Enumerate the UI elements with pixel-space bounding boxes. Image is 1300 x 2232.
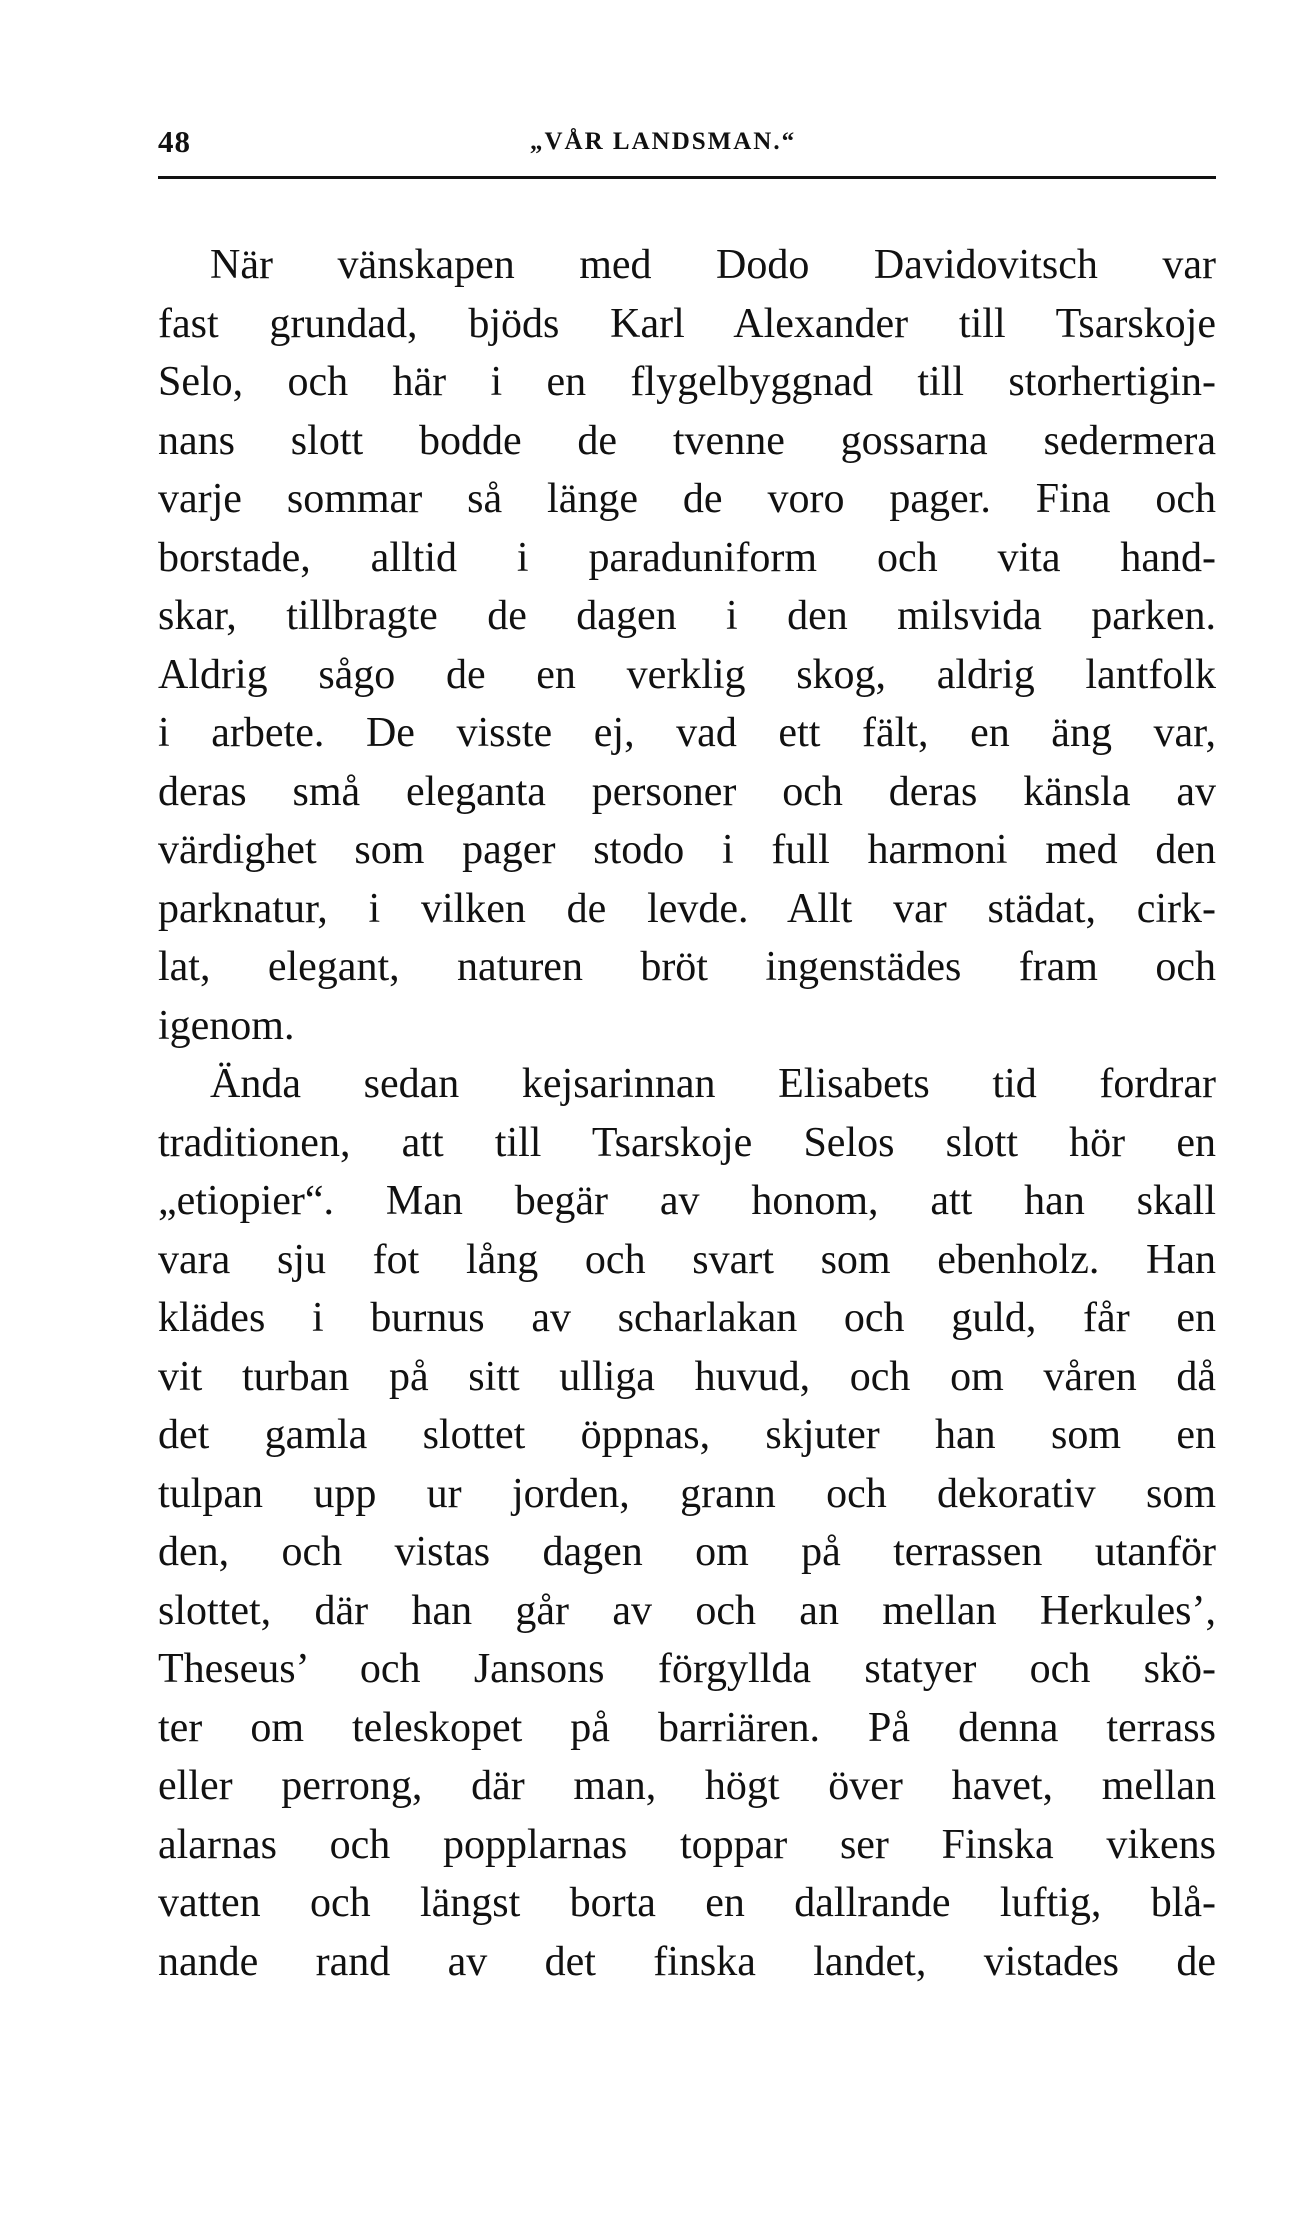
text-line: eller perrong, där man, högt över havet, mellan <box>158 1763 1216 1809</box>
text-line: vatten och längst borta en dallrande luftig, blå- <box>158 1880 1216 1926</box>
text-line: värdighet som pager stodo i full harmoni med den <box>158 827 1216 873</box>
text-line: borstade, alltid i paraduniform och vita hand- <box>158 534 1216 581</box>
text-line: deras små eleganta personer och deras känsla av <box>158 768 1216 815</box>
text-line: igenom. <box>158 1002 295 1049</box>
text-line: Selo, och här i en flygelbyggnad till storhertigin- <box>158 359 1216 405</box>
text-line: det gamla slottet öppnas, skjuter han som en <box>158 1412 1216 1458</box>
running-title: „VÅR LANDSMAN.“ <box>530 128 797 155</box>
text-line: klädes i burnus av scharlakan och guld, får en <box>158 1295 1216 1341</box>
text-line: lat, elegant, naturen bröt ingenstädes fram och <box>158 944 1216 990</box>
text-line: parknatur, i vilken de levde. Allt var städat, cirk- <box>158 885 1216 932</box>
text-line: traditionen, att till Tsarskoje Selos slott hör en <box>158 1119 1216 1166</box>
text-line: När vänskapen med Dodo Davidovitsch var <box>210 242 1216 288</box>
text-line: i arbete. De visste ej, vad ett fält, en äng var, <box>158 710 1216 756</box>
text-line: vara sju fot lång och svart som ebenholz. Han <box>158 1236 1216 1283</box>
body-text <box>158 236 1216 1991</box>
text-line: „etiopier“. Man begär av honom, att han skall <box>158 1178 1216 1224</box>
text-line: Theseus’ och Jansons förgyllda statyer och skö- <box>158 1646 1216 1692</box>
text-line: alarnas och popplarnas toppar ser Finska vikens <box>158 1821 1216 1868</box>
text-line: varje sommar så länge de voro pager. Fina och <box>158 476 1216 522</box>
text-line: vit turban på sitt ulliga huvud, och om våren då <box>158 1353 1216 1400</box>
page-number: 48 <box>158 124 191 159</box>
text-line: nande rand av det finska landet, vistades de <box>158 1938 1216 1985</box>
header-divider <box>158 176 1216 179</box>
text-line: slottet, där han går av och an mellan Herkules’, <box>158 1587 1216 1634</box>
running-head <box>158 118 1216 168</box>
text-line: skar, tillbragte de dagen i den milsvida parken. <box>158 593 1216 639</box>
text-line: nans slott bodde de tvenne gossarna sedermera <box>158 417 1216 464</box>
text-line: ter om teleskopet på barriären. På denna terrass <box>158 1704 1216 1751</box>
text-line: fast grundad, bjöds Karl Alexander till Tsarskoje <box>158 300 1216 347</box>
text-line: Aldrig sågo de en verklig skog, aldrig lantfolk <box>158 651 1216 698</box>
text-line: den, och vistas dagen om på terrassen utanför <box>158 1529 1216 1575</box>
text-line: Ända sedan kejsarinnan Elisabets tid fordrar <box>210 1061 1216 1107</box>
text-line: tulpan upp ur jorden, grann och dekorativ som <box>158 1470 1216 1517</box>
